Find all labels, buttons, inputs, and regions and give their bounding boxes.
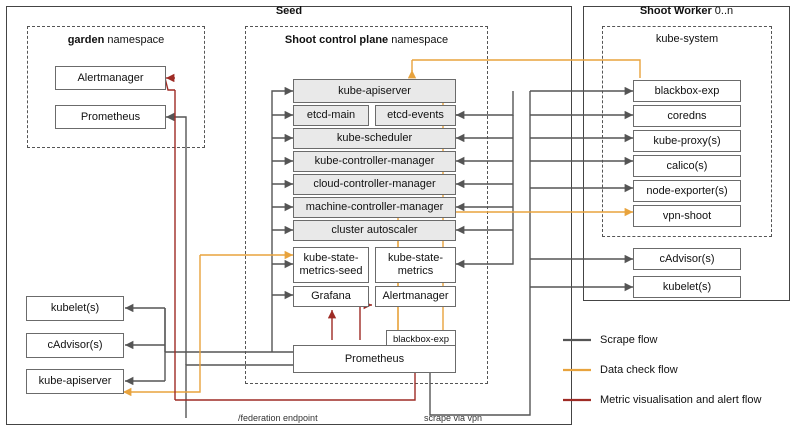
group-seed-title: Seed	[275, 5, 303, 17]
node-cp-machine-controller-manager[interactable]: machine-controller-manager	[293, 197, 456, 218]
group-shoot-worker-title: Shoot Worker 0..n	[639, 5, 734, 17]
label-scrape-via-vpn: scrape via vpn	[424, 413, 483, 423]
node-cp-prometheus[interactable]: Prometheus	[293, 345, 456, 373]
node-garden-alertmanager[interactable]: Alertmanager	[55, 66, 166, 90]
legend-item-scrape-flow: Scrape flow	[600, 334, 658, 346]
node-cp-etcd-main[interactable]: etcd-main	[293, 105, 369, 126]
node-cp-cluster-autoscaler[interactable]: cluster autoscaler	[293, 220, 456, 241]
node-ks-blackbox-exporter[interactable]: blackbox-exp	[633, 80, 741, 102]
node-ks-calico[interactable]: calico(s)	[633, 155, 741, 177]
group-garden-title: garden namespace	[67, 34, 165, 46]
legend-item-alert-flow: Metric visualisation and alert flow	[600, 394, 762, 406]
node-cp-alertmanager[interactable]: Alertmanager	[375, 286, 456, 307]
node-seed-cadvisors[interactable]: cAdvisor(s)	[26, 333, 124, 358]
node-ks-node-exporter[interactable]: node-exporter(s)	[633, 180, 741, 202]
node-ks-coredns[interactable]: coredns	[633, 105, 741, 127]
node-cp-etcd-events[interactable]: etcd-events	[375, 105, 456, 126]
node-garden-prometheus[interactable]: Prometheus	[55, 105, 166, 129]
label-federation-endpoint: /federation endpoint	[238, 413, 318, 423]
node-cp-kube-scheduler[interactable]: kube-scheduler	[293, 128, 456, 149]
node-cp-kube-state-metrics-seed[interactable]: kube-state-metrics-seed	[293, 247, 369, 283]
legend-item-data-check-flow: Data check flow	[600, 364, 678, 376]
group-shoot-control-plane-title: Shoot control plane namespace	[284, 34, 449, 46]
node-cp-grafana[interactable]: Grafana	[293, 286, 369, 307]
group-kube-system-title: kube-system	[655, 33, 719, 45]
node-cp-kube-controller-manager[interactable]: kube-controller-manager	[293, 151, 456, 172]
node-seed-kube-apiserver[interactable]: kube-apiserver	[26, 369, 124, 394]
node-cp-cloud-controller-manager[interactable]: cloud-controller-manager	[293, 174, 456, 195]
node-cp-kube-state-metrics[interactable]: kube-state-metrics	[375, 247, 456, 283]
node-worker-cadvisors[interactable]: cAdvisor(s)	[633, 248, 741, 270]
node-cp-kube-apiserver[interactable]: kube-apiserver	[293, 79, 456, 103]
node-worker-kubelets[interactable]: kubelet(s)	[633, 276, 741, 298]
node-ks-vpn-shoot[interactable]: vpn-shoot	[633, 205, 741, 227]
node-seed-kubelets[interactable]: kubelet(s)	[26, 296, 124, 321]
node-ks-kube-proxy[interactable]: kube-proxy(s)	[633, 130, 741, 152]
node-cp-blackbox-exporter[interactable]: blackbox-exp	[386, 330, 456, 350]
